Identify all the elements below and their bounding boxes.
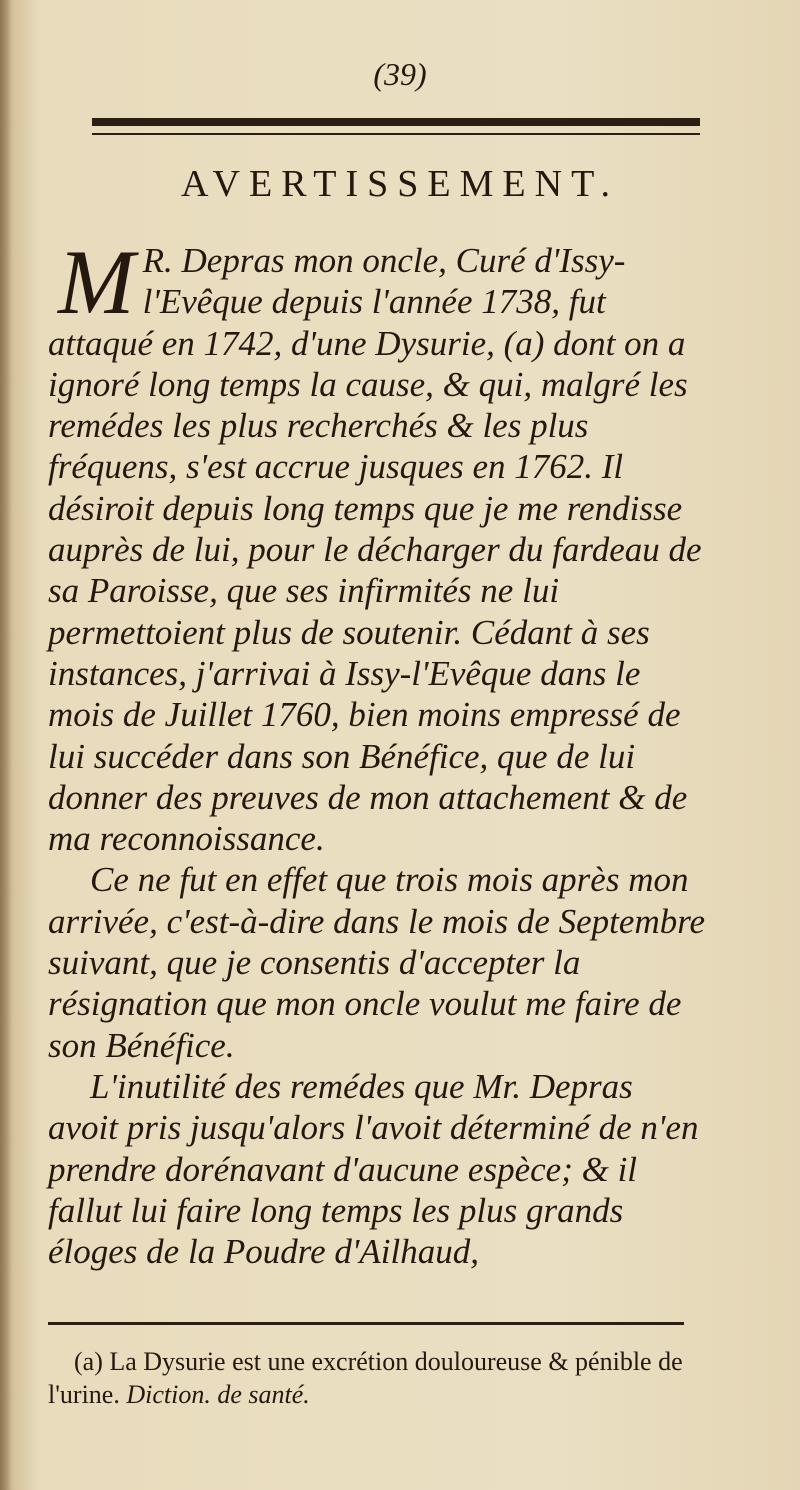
footnote-source: Diction. de santé. [126,1380,310,1409]
gutter-shadow [0,0,12,1490]
paragraph-2: Ce ne fut en effet que trois mois après mon arrivée, c'est-à-dire dans le mois de Septembre suivant, que je consentis d'accepter la résignation que mon oncle voulut me faire de son Bénéfice. [48,860,706,1065]
footnote-text: La Dysurie est une excrétion douloureuse & pénible de l'urine. [48,1347,683,1409]
paragraph-3: L'inutilité des remédes que Mr. Depras avoit pris jusqu'alors l'avoit déterminé de n'en prendre dorénavant d'aucune espèce; & il fallut lui faire long temps les plus grands éloges de la Poudre d'Ailhaud, [48,1066,699,1272]
section-title: AVERTISSEMENT. [181,163,619,205]
footnote-line [48,1345,712,1411]
footnote [48,1345,712,1411]
footnote-marker: (a) [74,1347,103,1376]
header-rule [92,118,700,126]
paragraph-1-text: R. Depras mon oncle, Curé d'Issy-l'Evêque depuis l'année 1738, fut attaqué en 1742, d'une Dysurie, (a) dont on a ignoré long temps la cause, & qui, malgré les remédes les plus recherchés & les plus fréquens, s'est accrue jusques en 1762. Il désiroit depuis long temps que je me rendisse auprès de lui, pour le décharger du fardeau de sa Paroisse, que ses infirmités ne lui permettoient plus de soutenir. Cédant à ses instances, j'arrivai à Issy-l'Evêque dans le mois de Juillet 1760, bien moins empressé de lui succéder dans son Bénéfice, que de lui donner des preuves de mon attachement & de ma reconnoissance. [48,241,702,859]
footnote-rule [48,1322,684,1325]
page-number: (39) [373,56,427,92]
paragraph-1 [48,231,710,859]
body-text [48,231,710,1272]
drop-cap: M [58,231,135,333]
header-rule-thin [92,133,700,135]
